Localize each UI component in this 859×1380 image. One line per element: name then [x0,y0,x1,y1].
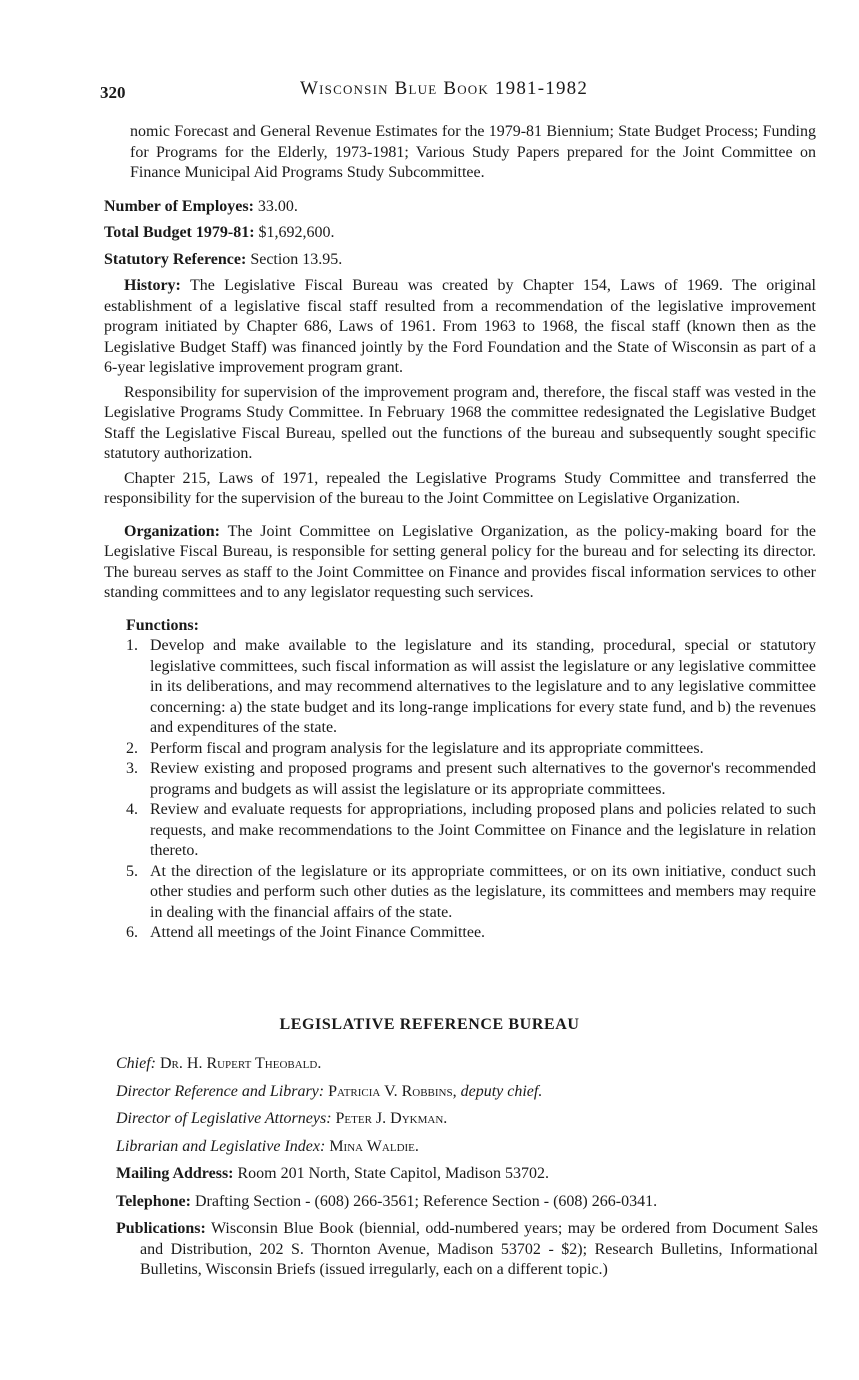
functions-heading: Functions: [126,616,199,634]
function-item [104,862,816,924]
publications-value: Wisconsin Blue Book (biennial, odd-numbered years; may be ordered from Document Sales and Distribution, 202 S. Thornton Avenue, Madison 53702 - $2); Research Bulletins, Informational Bulletins, Wisconsin Briefs (issued irregularly, each on a different topic.) [140,1220,818,1278]
function-text: Perform fiscal and program analysis for the legislature and its appropriate committees. [150,739,704,757]
staff-role: Director of Legislative Attorneys: [116,1110,332,1127]
function-number: 6. [126,924,138,941]
budget-label: Total Budget 1979-81: [104,224,255,241]
function-text: Review existing and proposed programs and present such alternatives to the governor's recommended programs and budgets as will assist the legislature or its appropriate committees. [150,760,816,798]
mailing-value: Room 201 North, State Capitol, Madison 53702. [237,1165,550,1182]
function-text: At the direction of the legislature or its appropriate committees, or on its own initiative, conduct such other studies and perform such other duties as the legislature, its committees and members may require in dealing with the financial affairs of the state. [150,862,816,921]
function-item [104,636,816,739]
history-label: History: [124,277,181,294]
telephone-value: Drafting Section - (608) 266-3561; Reference Section - (608) 266-0341. [194,1192,658,1210]
staff-title-suffix: deputy chief. [460,1082,543,1100]
function-text: Attend all meetings of the Joint Finance Committee. [150,924,486,941]
statutory-value: Section 13.95. [250,250,343,268]
telephone-label: Telephone: [116,1192,191,1210]
publications [116,1219,818,1281]
page-number: 320 [100,83,126,102]
mailing-label: Mailing Address: [116,1165,234,1182]
function-item [104,923,816,944]
function-number: 5. [126,862,138,880]
continuation-paragraph: nomic Forecast and General Revenue Estimates for the 1979-81 Biennium; State Budget Process; Funding for Programs for the Elderly, 1973-1981; Various Study Papers prepared for the Joint Committee on Finance Municipal Aid Programs Study Subcommittee. [130,123,816,181]
mailing-address [116,1164,818,1185]
staff-librarian [116,1137,818,1158]
statutory-label: Statutory Reference: [104,250,247,268]
functions-list [104,636,816,944]
fiscal-bureau-section [104,122,816,944]
history-paragraph-3: Chapter 215, Laws of 1971, repealed the Legislative Programs Study Committee and transferred the responsibility for the supervision of the bureau to the Joint Committee on Legislative Organization. [104,469,816,507]
staff-name: Mina Waldie. [329,1137,419,1155]
staff-role: Librarian and Legislative Index: [116,1137,326,1155]
history-text: The Legislative Fiscal Bureau was created by Chapter 154, Laws of 1969. The original establishment of a legislative fiscal staff resulted from a recommendation of the legislative improvement program initiated by Chapter 686, Laws of 1961. From 1963 to 1968, the fiscal staff (known then as the Legislative Budget Staff) was financed jointly by the Ford Foundation and the State of Wisconsin as part of a 6-year legislative improvement program grant. [104,277,816,376]
history-paragraph [104,276,816,379]
staff-name: Patricia V. Robbins, [328,1082,457,1100]
staff-director-attorneys [116,1109,818,1130]
employees-label: Number of Employes: [104,197,254,215]
telephone [116,1192,818,1213]
page-header [100,76,820,106]
staff-role: Director Reference and Library: [116,1082,325,1100]
organization-paragraph [104,522,816,604]
employees-value: 33.00. [257,197,298,215]
staff-chief [116,1054,818,1075]
staff-name: Dr. H. Rupert Theobald. [160,1055,322,1072]
organization-label: Organization: [124,522,220,540]
section-title: LEGISLATIVE REFERENCE BUREAU [279,1016,580,1033]
budget-value: $1,692,600. [258,224,335,241]
employees-line [104,197,816,218]
running-head: Wisconsin Blue Book 1981-1982 [300,78,589,99]
reference-bureau-section [116,1054,818,1288]
function-item [104,800,816,862]
staff-name: Peter J. Dykman. [335,1110,448,1127]
function-item [104,759,816,800]
organization-text: The Joint Committee on Legislative Organization, as the policy-making board for the Legislative Fiscal Bureau, is responsible for setting general policy for the bureau and for selecting its director. The bureau serves as staff to the Joint Committee on Finance and provides fiscal information services to other standing committees and to any legislator requesting such services. [104,522,817,601]
staff-director-reference [116,1082,818,1103]
function-number: 4. [126,801,138,818]
staff-role: Chief: [116,1055,156,1072]
function-number: 3. [126,760,138,777]
function-number: 1. [126,637,138,654]
budget-line [104,223,816,244]
function-number: 2. [126,739,138,757]
publications-label: Publications: [116,1220,206,1237]
history-paragraph-2: Responsibility for supervision of the improvement program and, therefore, the fiscal staff was vested in the Legislative Programs Study Committee. In February 1968 the committee redesignated the Legislative Budget Staff the Legislative Fiscal Bureau, spelled out the functions of the bureau and subsequently sought specific statutory authorization. [104,383,816,462]
function-item [104,739,816,760]
function-text: Review and evaluate requests for appropriations, including proposed plans and policies related to such requests, and make recommendations to the Joint Committee on Finance and the legislature in relation thereto. [150,801,816,859]
function-text: Develop and make available to the legislature and its standing, procedural, special or statutory legislative committees, such fiscal information as will assist the legislature or any legislative committee in its deliberations, and may recommend alternatives to the legislature and to any legislative committee concerning: a) the state budget and its long-range implications for every state fund, and b) the revenues and expenditures of the state. [150,637,816,736]
statutory-line [104,250,816,271]
